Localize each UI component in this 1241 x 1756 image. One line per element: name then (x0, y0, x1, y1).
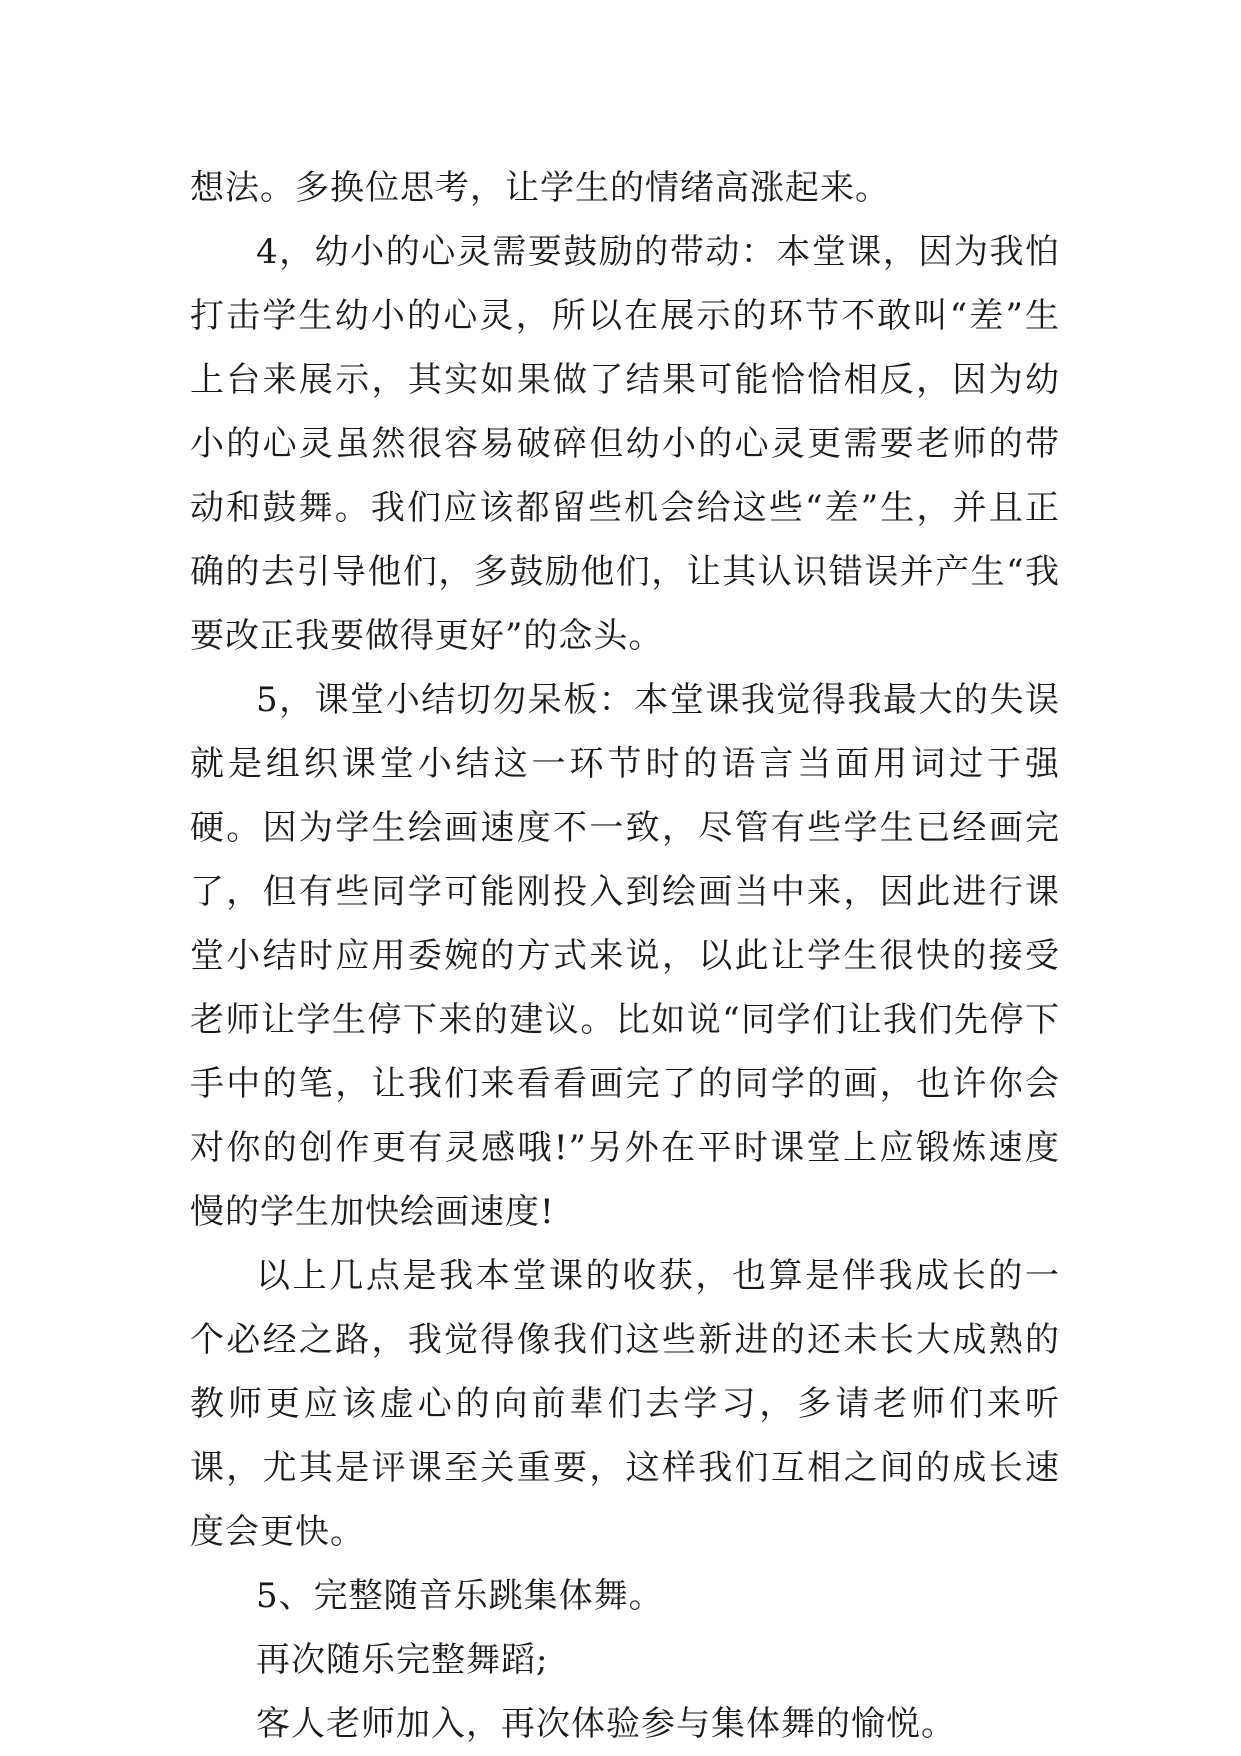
paragraph-point-5: 5，课堂小结切勿呆板：本堂课我觉得我最大的失误就是组织课堂小结这一环节时的语言当面用词过于强硬。因为学生绘画速度不一致，尽管有些学生已经画完了，但有些同学可能刚投入到绘画当中来，因此进行课堂小结时应用委婉的方式来说，以此让学生很快的接受老师让学生停下来的建议。比如说“同学们让我们先停下手中的笔，让我们来看看画完了的同学的画，也许你会对你的创作更有灵感哦!”另外在平时课堂上应锻炼速度慢的学生加快绘画速度! (190, 680, 1060, 1232)
activity-item-guests: 客人老师加入，再次体验参与集体舞的愉悦。 (256, 1704, 956, 1744)
paragraph-conclusion: 以上几点是我本堂课的收获，也算是伴我成长的一个必经之路，我觉得像我们这些新进的还未长大成熟的教师更应该虚心的向前辈们去学习，多请老师们来听课，尤其是评课至关重要，这样我们互相之间的成长速度会更快。 (190, 1256, 1060, 1552)
paragraph-point-4: 4，幼小的心灵需要鼓励的带动：本堂课，因为我怕打击学生幼小的心灵，所以在展示的环节不敢叫“差”生上台来展示，其实如果做了结果可能恰恰相反，因为幼小的心灵虽然很容易破碎但幼小的心灵更需要老师的带动和鼓舞。我们应该都留些机会给这些“差”生，并且正确的去引导他们，多鼓励他们，让其认识错误并产生“我要改正我要做得更好”的念头。 (190, 232, 1060, 656)
activity-item-repeat: 再次随乐完整舞蹈; (256, 1640, 549, 1680)
document-page (190, 156, 1060, 1756)
activity-item-dance: 5、完整随音乐跳集体舞。 (256, 1576, 664, 1616)
paragraph-continuation: 想法。多换位思考，让学生的情绪高涨起来。 (190, 168, 890, 208)
